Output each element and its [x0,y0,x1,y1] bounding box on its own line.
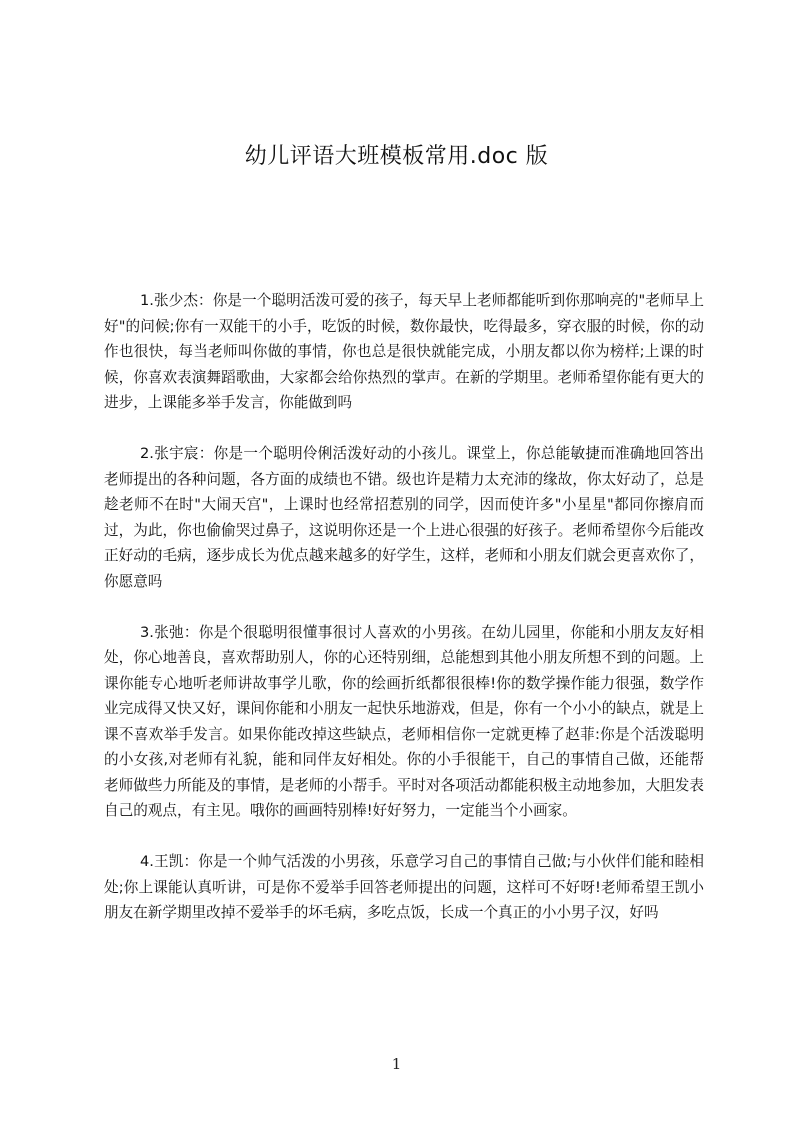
paragraph-4: 4.王凯：你是一个帅气活泼的小男孩，乐意学习自己的事情自己做;与小伙伴们能和睦相处;你上课能认真听讲，可是你不爱举手回答老师提出的问题，这样可不好呀!老师希望王凯小朋友在新学期里改掉不爱举手的坏毛病，多吃点饭，长成一个真正的小小男子汉，好吗 [104,853,704,921]
paragraph-1: 1.张少杰：你是一个聪明活泼可爱的孩子，每天早上老师都能听到你那响亮的"老师早上好"的问候;你有一双能干的小手，吃饭的时候，数你最快，吃得最多，穿衣服的时候，你的动作也很快，每当老师叫你做的事情，你也总是很快就能完成，小朋友都以你为榜样;上课的时候，你喜欢表演舞蹈歌曲，大家都会给你热烈的掌声。在新的学期里。老师希望你能有更大的进步，上课能多举手发言，你能做到吗 [104,292,704,411]
document-body [104,288,704,951]
document-title: 幼儿评语大班模板常用.doc 版 [244,144,549,169]
page-number: 1 [391,1055,402,1073]
paragraph-3: 3.张弛：你是个很聪明很懂事很讨人喜欢的小男孩。在幼儿园里，你能和小朋友友好相处，你心地善良，喜欢帮助别人，你的心还特别细，总能想到其他小朋友所想不到的问题。上课你能专心地听老师讲故事学儿歌，你的绘画折纸都很很棒!你的数学操作能力很强，数学作业完成得又快又好，课间你能和小朋友一起快乐地游戏，但是，你有一个小小的缺点，就是上课不喜欢举手发言。如果你能改掉这些缺点，老师相信你一定就更棒了赵菲:你是个活泼聪明的小女孩,对老师有礼貌，能和同伴友好相处。你的小手很能干，自己的事情自己做，还能帮老师做些力所能及的事情，是老师的小帮手。平时对各项活动都能积极主动地参加，大胆发表自己的观点，有主见。哦你的画画特别棒!好好努力，一定能当个小画家。 [104,623,704,819]
paragraph-2: 2.张宇宸：你是一个聪明伶俐活泼好动的小孩儿。课堂上，你总能敏捷而准确地回答出老师提出的各种问题，各方面的成绩也不错。级也许是精力太充沛的缘故，你太好动了，总是趁老师不在时"大闹天宫"，上课时也经常招惹别的同学，因而使许多"小星星"都同你擦肩而过，为此，你也偷偷哭过鼻子，这说明你还是一个上进心很强的好孩子。老师希望你今后能改正好动的毛病，逐步成长为优点越来越多的好学生，这样，老师和小朋友们就会更喜欢你了，你愿意吗 [104,445,704,590]
